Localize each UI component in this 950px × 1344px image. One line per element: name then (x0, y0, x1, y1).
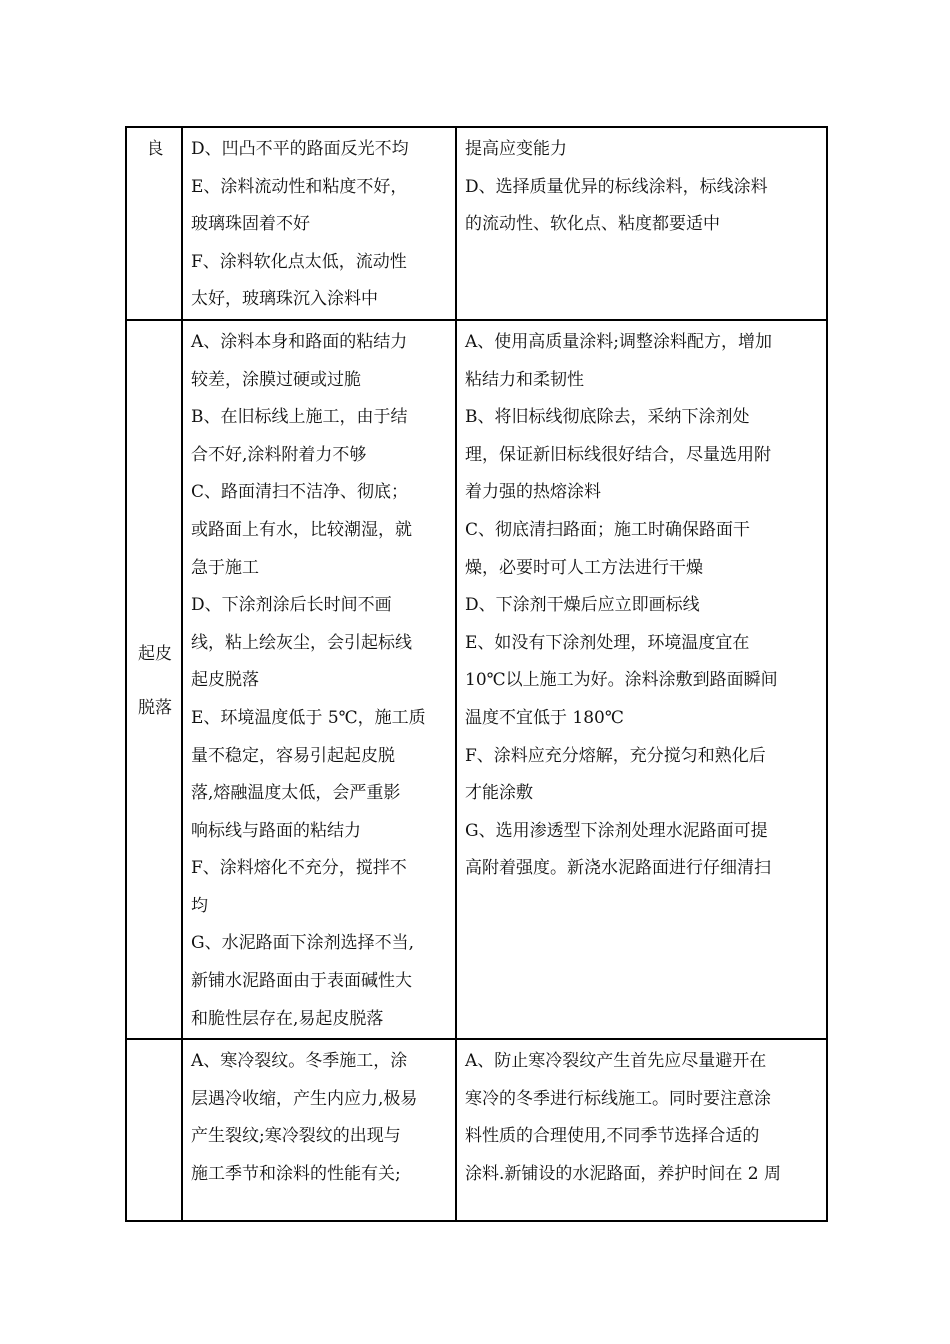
measure-line: 提高应变能力 (465, 139, 567, 159)
cause-line: 响标线与路面的粘结力 (191, 820, 361, 841)
category-cell (126, 127, 182, 320)
measure-line: 寒冷的冬季进行标线施工。同时要注意涂 (465, 1088, 771, 1109)
measures-cell (456, 320, 827, 1039)
measure-line: 涂料.新铺设的水泥路面，养护时间在 2 周 (465, 1164, 782, 1185)
causes-cell (182, 127, 456, 320)
cause-line: 合不好,涂料附着力不够 (191, 444, 367, 465)
measure-line: F、涂料应充分熔解，充分搅匀和熟化后 (465, 745, 766, 766)
measure-line: A、使用高质量涂料;调整涂料配方，增加 (465, 331, 773, 352)
causes-cell (182, 1039, 456, 1221)
cause-line: 量不稳定，容易引起起皮脱 (191, 745, 395, 766)
measure-line: 理，保证新旧标线很好结合，尽量选用附 (465, 444, 771, 465)
cause-line: 和脆性层存在,易起皮脱落 (191, 1008, 384, 1029)
measure-line: D、选择质量优异的标线涂料，标线涂料 (465, 176, 768, 197)
measure-line: A、防止寒冷裂纹产生首先应尽量避开在 (465, 1051, 767, 1072)
measures-cell (456, 127, 827, 320)
measure-line: 才能涂敷 (465, 783, 533, 804)
cause-line: 新铺水泥路面由于表面碱性大 (191, 971, 412, 992)
measure-line: 粘结力和柔韧性 (465, 369, 584, 390)
cause-line: 线，粘上绘灰尘，会引起标线 (191, 632, 412, 653)
cause-line: 落,熔融温度太低，会严重影 (191, 783, 401, 804)
cause-line: 起皮脱落 (191, 670, 259, 691)
cause-line: G、水泥路面下涂剂选择不当, (191, 933, 414, 954)
table-row (126, 320, 827, 1039)
cause-line: A、涂料本身和路面的粘结力 (191, 331, 408, 352)
measure-line: 温度不宜低于 180℃ (465, 707, 624, 728)
measures-cell (456, 1039, 827, 1221)
defect-table (125, 126, 828, 1222)
measure-line: C、彻底清扫路面；施工时确保路面干 (465, 519, 751, 540)
table-row (126, 1039, 827, 1221)
cause-line: 产生裂纹;寒冷裂纹的出现与 (191, 1126, 401, 1147)
causes-cell (182, 320, 456, 1039)
cause-line: B、在旧标线上施工，由于结 (191, 407, 408, 428)
measure-line: E、如没有下涂剂处理，环境温度宜在 (465, 632, 750, 653)
measure-line: 燥，必要时可人工方法进行干燥 (465, 557, 703, 578)
cause-line: F、涂料软化点太低，流动性 (191, 251, 407, 272)
measure-line: 的流动性、软化点、粘度都要适中 (465, 214, 720, 235)
category-cell (126, 1039, 182, 1221)
measure-line: 着力强的热熔涂料 (465, 482, 601, 503)
measure-line: 料性质的合理使用,不同季节选择合适的 (465, 1126, 760, 1147)
measure-line: 高附着强度。新浇水泥路面进行仔细清扫 (465, 858, 771, 879)
cause-line: 施工季节和涂料的性能有关; (191, 1164, 401, 1185)
category-cell (126, 320, 182, 1039)
cause-line: D、凹凸不平的路面反光不均 (191, 139, 409, 159)
category-text: 起皮 (138, 644, 172, 665)
cause-line: 玻璃珠固着不好 (191, 214, 310, 235)
measure-line: G、选用渗透型下涂剂处理水泥路面可提 (465, 820, 768, 841)
cause-line: E、涂料流动性和粘度不好， (191, 176, 408, 197)
cause-line: 或路面上有水，比较潮湿，就 (191, 519, 412, 540)
cause-line: 较差，涂膜过硬或过脆 (191, 369, 361, 390)
measure-line: B、将旧标线彻底除去，采纳下涂剂处 (465, 407, 750, 428)
category-text: 良 (146, 139, 164, 159)
cause-line: F、涂料熔化不充分，搅拌不 (191, 858, 407, 879)
measure-line: 10℃以上施工为好。涂料涂敷到路面瞬间 (465, 670, 778, 691)
table-row (126, 127, 827, 320)
cause-line: E、环境温度低于 5℃，施工质 (191, 707, 426, 728)
cause-line: 急于施工 (191, 557, 259, 578)
cause-line: 层遇冷收缩，产生内应力,极易 (191, 1088, 418, 1109)
category-text: 脱落 (138, 698, 172, 719)
cause-line: C、路面清扫不洁净、彻底； (191, 482, 409, 503)
cause-line: 均 (191, 895, 208, 916)
measure-line: D、下涂剂干燥后应立即画标线 (465, 595, 700, 616)
cause-line: A、寒冷裂纹。冬季施工，涂 (191, 1051, 408, 1072)
cause-line: D、下涂剂涂后长时间不画 (191, 595, 392, 616)
cause-line: 太好，玻璃珠沉入涂料中 (191, 289, 378, 310)
